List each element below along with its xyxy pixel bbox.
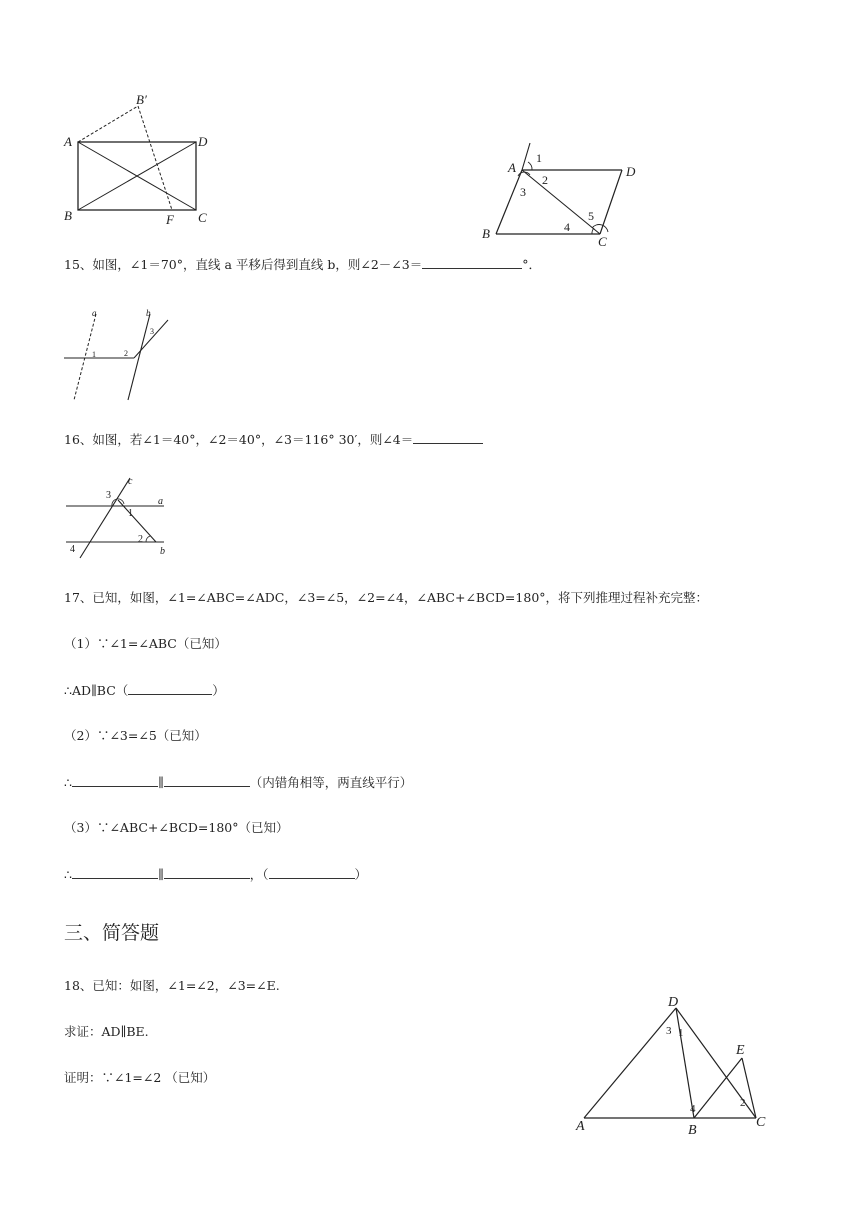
question-16-text: 16、如图，若∠1＝40°，∠2＝40°，∠3＝116° 30′，则∠4＝ — [64, 432, 414, 447]
question-18-proof — [64, 1070, 215, 1086]
section-heading: 三、简答题 — [64, 922, 160, 944]
question-18-prove — [64, 1024, 149, 1040]
answer-blank-17-3b[interactable] — [164, 866, 250, 879]
angle-3-label: 3 — [106, 490, 111, 501]
parallel-lines-figure — [62, 474, 182, 562]
given-text: 18、已知：如图，∠1=∠2，∠3=∠E. — [64, 978, 280, 993]
label-A: A — [508, 160, 516, 175]
label-D: D — [626, 164, 636, 179]
question-15 — [64, 256, 541, 273]
label-A: A — [64, 134, 72, 149]
parallel-symbol: ∥ — [157, 775, 164, 790]
answer-blank-16[interactable] — [413, 431, 483, 444]
question-16 — [64, 431, 483, 448]
parallel-symbol: ∥ — [157, 867, 164, 882]
question-17-conclusion-3 — [64, 866, 367, 883]
therefore-symbol: ∴ — [64, 775, 72, 790]
angle-4-label: 4 — [690, 1103, 696, 1115]
answer-blank-17-2b[interactable] — [164, 774, 250, 787]
question-15-text: 15、如图，∠1＝70°，直线 a 平移后得到直线 b，则∠2－∠3＝ — [64, 257, 423, 272]
parallel-translation-figure — [62, 308, 182, 403]
question-17-step-3 — [64, 820, 288, 836]
question-17-intro — [64, 590, 708, 606]
parallelogram-figure — [478, 138, 648, 248]
proof-start: 证明：∵∠1=∠2 （已知） — [64, 1070, 216, 1085]
label-C: C — [598, 234, 607, 249]
angle-4-label: 4 — [564, 220, 570, 234]
separator: ，（ — [249, 867, 269, 882]
question-17-text: 17、已知，如图，∠1=∠ABC=∠ADC，∠3=∠5，∠2=∠4，∠ABC+∠BCD=180°，将下列推理过程补充完整： — [64, 590, 709, 605]
label-B: B — [482, 226, 490, 241]
angle-1-label: 1 — [678, 1027, 684, 1039]
label-E: E — [736, 1043, 745, 1058]
rectangle-fold-figure — [60, 92, 230, 232]
question-17-conclusion-1 — [64, 682, 225, 699]
angle-1-label: 1 — [128, 508, 133, 519]
angle-1-label: 1 — [536, 151, 542, 165]
label-D: D — [668, 995, 679, 1010]
label-B: B — [64, 208, 72, 223]
conclusion-1-close: ） — [212, 683, 225, 698]
label-B-prime: B′ — [136, 92, 147, 107]
label-F: F — [166, 212, 174, 227]
line-b-label: b — [160, 546, 165, 557]
label-A: A — [576, 1119, 585, 1134]
angle-3-label: 3 — [150, 327, 154, 336]
therefore-symbol: ∴ — [64, 867, 72, 882]
question-17-step-2 — [64, 728, 207, 744]
label-B: B — [688, 1123, 697, 1138]
conclusion-1-text: ∴AD∥BC（ — [64, 683, 129, 698]
question-18-given — [64, 978, 280, 994]
line-a-label: a — [92, 308, 97, 318]
angle-2-label: 2 — [138, 534, 143, 545]
line-c-label: c — [128, 476, 133, 487]
reason-text: （内错角相等，两直线平行） — [249, 775, 413, 790]
label-C: C — [756, 1115, 766, 1130]
step-1-premise: （1）∵∠1=∠ABC（已知） — [64, 636, 227, 651]
question-15-suffix: °． — [522, 257, 541, 272]
answer-blank-17-2a[interactable] — [72, 774, 158, 787]
angle-3-label: 3 — [520, 185, 526, 199]
angle-3-label: 3 — [666, 1025, 672, 1037]
label-D: D — [198, 134, 208, 149]
answer-blank-17-1[interactable] — [128, 682, 212, 695]
angle-2-label: 2 — [740, 1097, 746, 1109]
angle-2-label: 2 — [542, 173, 548, 187]
label-C: C — [198, 210, 207, 225]
angle-4-label: 4 — [70, 544, 75, 555]
step-3-premise: （3）∵∠ABC+∠BCD=180°（已知） — [64, 820, 289, 835]
line-b-label: b — [146, 308, 151, 318]
conclusion-3-close: ） — [354, 867, 368, 882]
prove-text: 求证：AD∥BE. — [64, 1024, 149, 1039]
angle-2-label: 2 — [124, 349, 128, 358]
answer-blank-15[interactable] — [422, 256, 522, 269]
question-17-conclusion-2 — [64, 774, 412, 791]
triangle-proof-figure — [570, 990, 780, 1140]
line-a-label: a — [158, 496, 163, 507]
angle-1-label: 1 — [92, 350, 96, 359]
question-17-step-1 — [64, 636, 227, 652]
angle-5-label: 5 — [588, 209, 594, 223]
answer-blank-17-3a[interactable] — [72, 866, 158, 879]
step-2-premise: （2）∵∠3=∠5（已知） — [64, 728, 207, 743]
answer-blank-17-3c[interactable] — [269, 866, 355, 879]
